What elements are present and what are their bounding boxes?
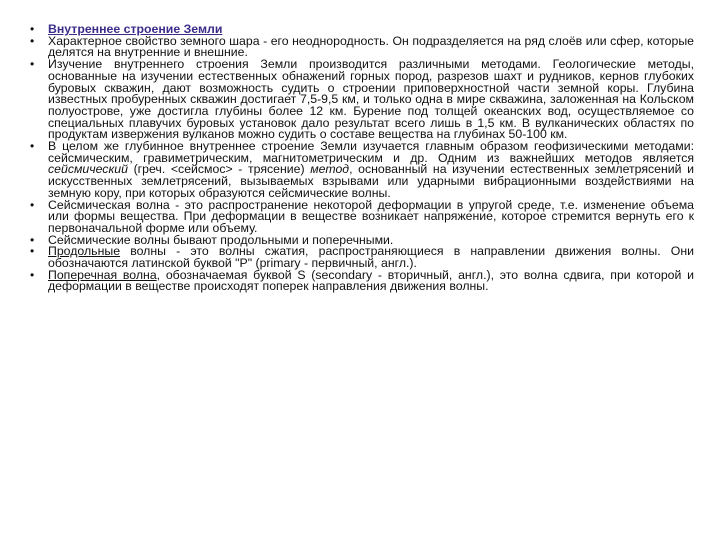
list-item (30, 59, 694, 141)
underlined-term: Поперечная волна (48, 267, 157, 282)
bullet-icon: • (30, 267, 35, 282)
paragraph-text: Сейсмические волны бывают продольными и поперечными. (48, 232, 394, 247)
paragraph-text-part: (греч. <сейсмос> - трясение) (127, 162, 311, 177)
bullet-icon: • (30, 33, 35, 48)
bullet-list (30, 24, 694, 293)
bullet-icon: • (30, 197, 35, 212)
paragraph-text-part: , основанный на изучении естественных землетрясений и искусственных землетрясений, вызываемых взрывами или ударными вибрационными воздействиями на земную кору, при которых образуются сейсмические волны. (48, 162, 695, 200)
bullet-icon: • (30, 139, 35, 154)
paragraph-text: волны - это волны сжатия, распространяющиеся в направлении движения волны. Они обозначаются латинской буквой "P" (primary - первичный, англ.). (48, 244, 694, 271)
italic-term: метод (310, 162, 350, 177)
paragraph-text-part: В целом же глубинное внутреннее строение Земли изучается главным образом геофизическими методами: сейсмическим, гравиметрическим, магнитометрическим и др. Одним из важнейших методов является (48, 139, 694, 165)
slide-title-text: Внутреннее строение Земли (48, 22, 223, 36)
list-item (30, 267, 694, 294)
paragraph-text: Изучение внутреннего строения Земли производится различными методами. Геологические методы, основанные на изучении естественных обнажений горных пород, разрезов шахт и рудников, кернов глубоких буровых скважин, дают возможность судить о строении приповерхностной части земной коры. Глубина известных пробуренных скважин достигает 7,5-9,5 км, и только одна в мире скважина, заложенная на Кольском полуострове, уже достигла глубины более 12 км. Бурение под толщей океанских вод, осуществляемое со специальных плавучих буровых установок дало результат всего лишь в 1,5 км. В вулканических областях по продуктам извержения вулканов можно судить о составе вещества на глубинах 50-100 км. (48, 57, 694, 142)
underlined-term: Продольные (48, 244, 121, 259)
list-item (30, 197, 694, 235)
paragraph-text: Характерное свойство земного шара - его неоднородность. Он подразделяется на ряд слоёв или сфер, которые делятся на внутренние и внешние. (48, 33, 694, 60)
bullet-icon: • (30, 22, 35, 36)
italic-term: сейсмический (48, 162, 128, 177)
bullet-icon: • (30, 232, 35, 247)
list-item (30, 33, 694, 60)
paragraph-text: Сейсмическая волна - это распространение некоторой деформации в упругой среде, т.е. изменение объема или формы вещества. При деформации в веществе возникает напряжение, которое стремится вернуть его к первоначальной форме или объему. (48, 197, 694, 235)
paragraph-text: , обозначаемая буквой S (secondary - вторичный, англ.), это волна сдвига, при которой и деформации в веществе происходят поперек направления движения волны. (48, 267, 694, 294)
list-item (30, 246, 694, 269)
bullet-icon: • (30, 244, 35, 259)
list-item (30, 141, 694, 200)
bullet-icon: • (30, 57, 35, 72)
